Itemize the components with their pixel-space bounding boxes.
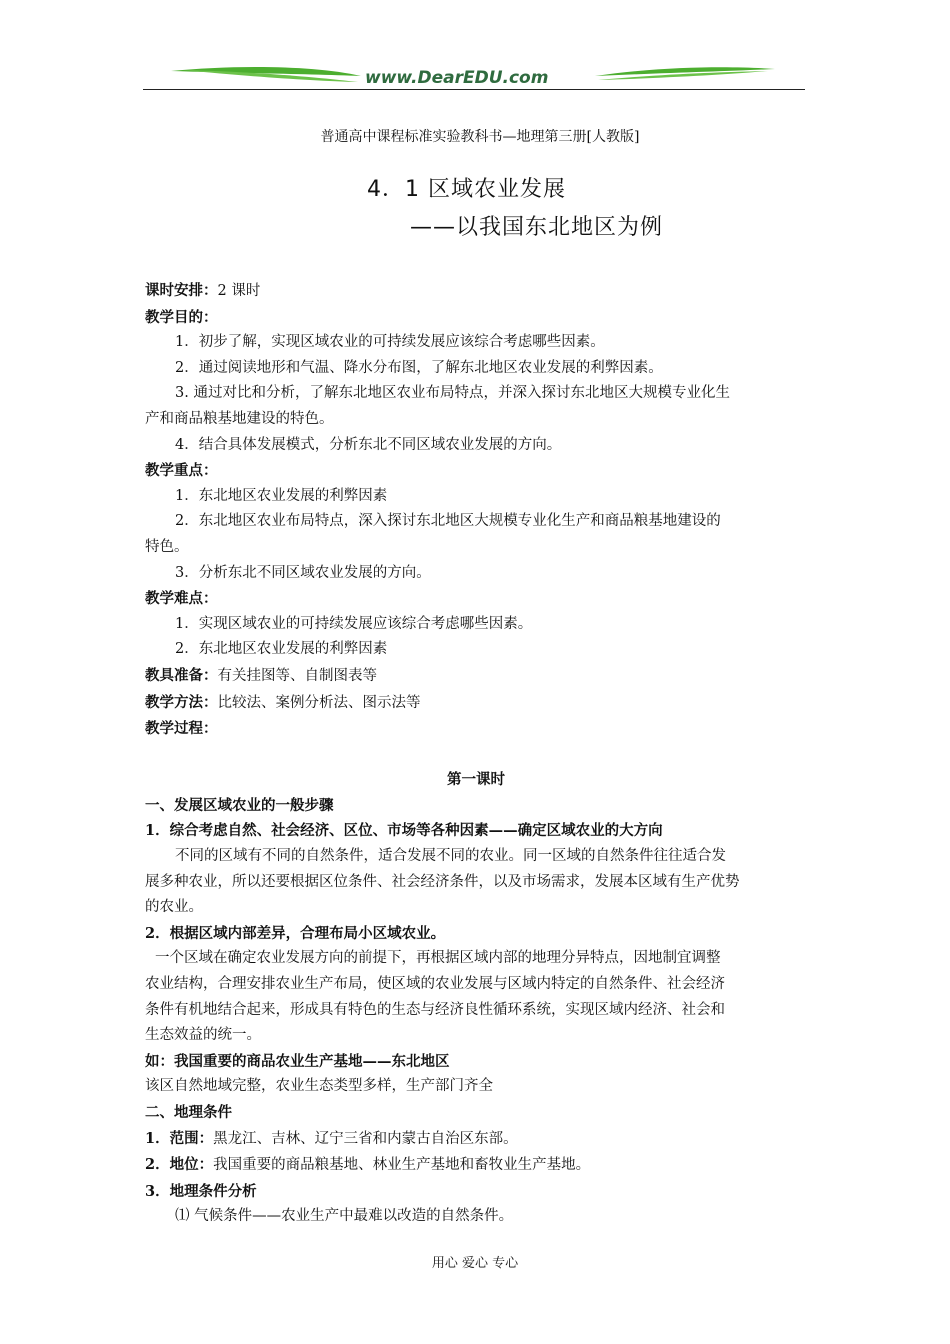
methods-label: 教学方法：: [145, 693, 218, 711]
goal-item: 2．通过阅读地形和气温、降水分布图，了解东北地区农业发展的利弊因素。: [175, 359, 663, 376]
difficult-point-item: 2．东北地区农业发展的利弊因素: [175, 641, 388, 658]
tools-value: 有关挂图等、自制图表等: [217, 667, 377, 684]
key-point-item-continued: 特色。: [145, 538, 189, 555]
section2-heading: 二、地理条件: [145, 1104, 232, 1121]
step2-heading: 2．根据区域内部差异，合理布局小区域农业。: [145, 924, 446, 942]
scope-value: 黑龙江、吉林、辽宁三省和内蒙古自治区东部。: [213, 1130, 518, 1147]
lesson-title: 4．1 区域农业发展: [367, 177, 566, 202]
goal-item: 4．结合具体发展模式，分析东北不同区域农业发展的方向。: [175, 436, 562, 453]
process-label: 教学过程：: [145, 720, 218, 738]
logo-text: www.DearEDU.com: [365, 68, 549, 88]
difficult-point-item: 1．实现区域农业的可持续发展应该综合考虑哪些因素。: [175, 615, 533, 632]
analysis-heading: 3．地理条件分析: [145, 1182, 257, 1200]
lesson1-heading: 第一课时: [447, 771, 505, 789]
key-point-item: 2．东北地区农业布局特点，深入探讨东北地区大规模专业化生产和商品粮基地建设的: [175, 513, 721, 530]
lesson-subtitle: ——以我国东北地区为例: [410, 215, 664, 240]
climate-line: ⑴ 气候条件——农业生产中最难以改造的自然条件。: [175, 1208, 514, 1225]
header-divider: [143, 89, 805, 90]
schedule-value: 2 课时: [217, 283, 261, 299]
section1-heading: 一、发展区域农业的一般步骤: [145, 796, 334, 814]
key-point-item: 1．东北地区农业发展的利弊因素: [175, 487, 388, 504]
status-value: 我国重要的商品粮基地、林业生产基地和畜牧业生产基地。: [213, 1157, 591, 1174]
step2-paragraph-line: 一个区域在确定农业发展方向的前提下，再根据区域内部的地理分异特点，因地制宜调整: [155, 950, 721, 967]
textbook-subtitle: 普通高中课程标准实验教科书—地理第三册[人教版]: [320, 129, 640, 145]
example-text: 该区自然地域完整，农业生态类型多样，生产部门齐全: [145, 1078, 493, 1095]
goal-item: 3. 通过对比和分析，了解东北地区农业布局特点，并深入探讨东北地区大规模专业化生: [175, 385, 730, 402]
goals-label: 教学目的：: [145, 308, 218, 326]
step1-heading: 1．综合考虑自然、社会经济、区位、市场等各种因素——确定区域农业的大方向: [145, 822, 663, 840]
goal-item: 1．初步了解，实现区域农业的可持续发展应该综合考虑哪些因素。: [175, 334, 605, 351]
methods-value: 比较法、案例分析法、图示法等: [217, 694, 421, 711]
scope-label: 1．范围：: [145, 1129, 214, 1147]
key-points-label: 教学重点：: [145, 462, 218, 480]
goal-item-continued: 产和商品粮基地建设的特色。: [145, 410, 334, 427]
key-point-item: 3．分析东北不同区域农业发展的方向。: [175, 564, 431, 581]
document-body: [145, 278, 807, 1230]
blank-line: [145, 742, 807, 768]
step1-paragraph-line: 不同的区域有不同的自然条件，适合发展不同的农业。同一区域的自然条件往往适合发: [175, 848, 726, 865]
step1-paragraph-line: 展多种农业，所以还要根据区位条件、社会经济条件，以及市场需求，发展本区域有生产优势: [145, 873, 740, 890]
step2-paragraph-line: 农业结构，合理安排农业生产布局，使区域的农业发展与区域内特定的自然条件、社会经济: [145, 976, 725, 993]
step1-paragraph-line: 的农业。: [145, 899, 203, 916]
difficult-points-label: 教学难点：: [145, 590, 218, 608]
status-label: 2．地位：: [145, 1156, 214, 1174]
methods-line: [145, 690, 807, 717]
tools-line: [145, 663, 807, 690]
website-logo-banner: [143, 62, 805, 90]
example-heading: 如：我国重要的商品农业生产基地——东北地区: [145, 1052, 450, 1070]
tools-label: 教具准备：: [145, 666, 218, 684]
page-header: [143, 62, 805, 92]
scope-line: [145, 1126, 807, 1153]
schedule-line: [145, 278, 807, 305]
page-footer: 用心 爱心 专心: [431, 1256, 519, 1271]
status-line: [145, 1152, 807, 1179]
step2-paragraph-line: 条件有机地结合起来，形成具有特色的生态与经济良性循环系统，实现区域内经济、社会和: [145, 1001, 725, 1018]
step2-paragraph-line: 生态效益的统一。: [145, 1027, 261, 1044]
schedule-label: 课时安排：: [145, 282, 218, 299]
